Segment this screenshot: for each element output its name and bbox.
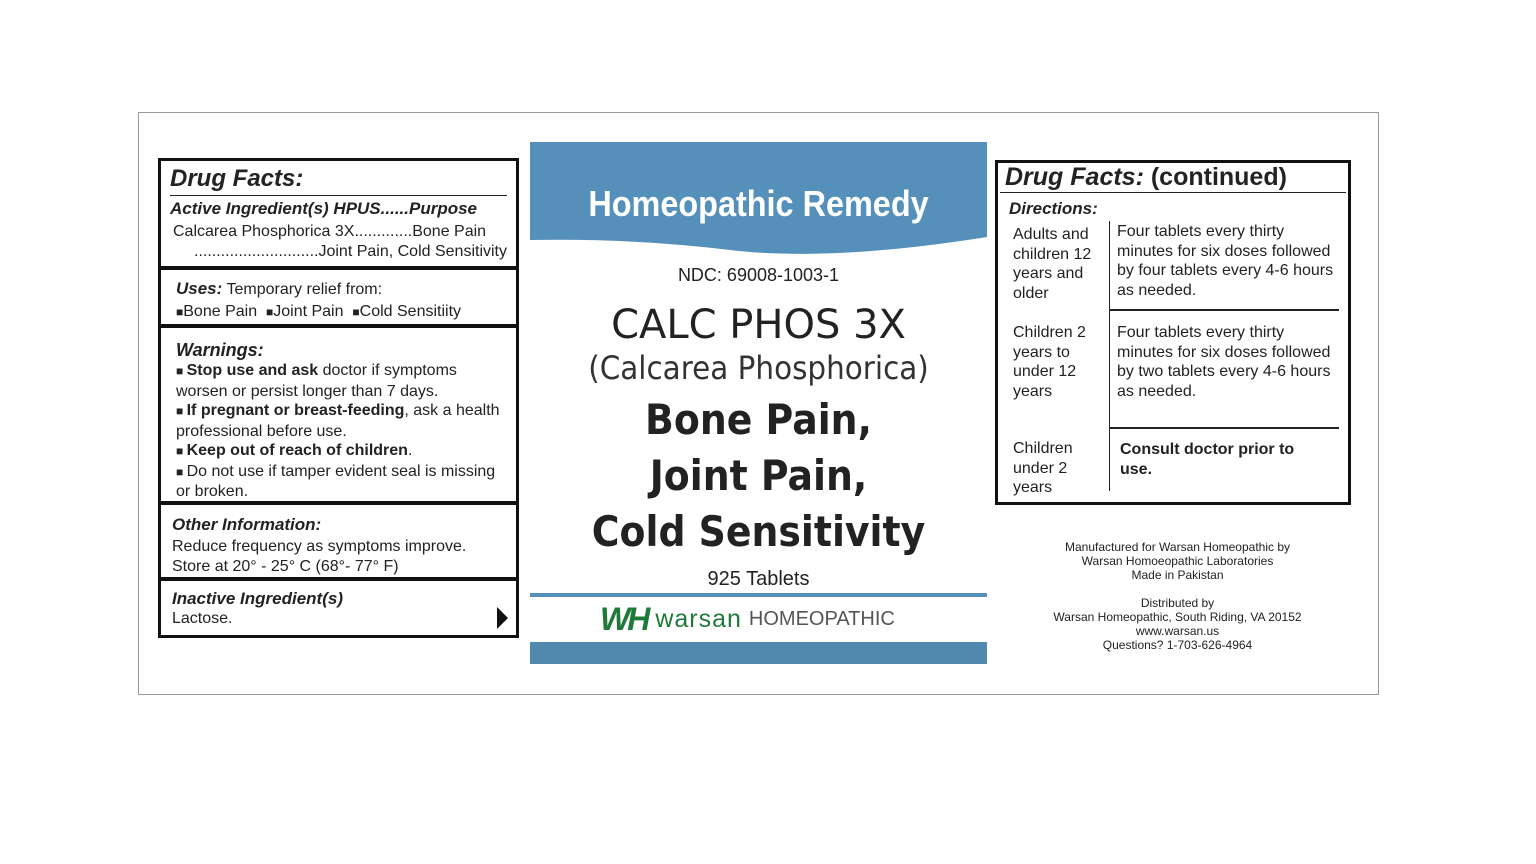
active-ingredient-header: Active Ingredient(s) HPUS......Purpose (170, 199, 478, 218)
indication: Joint Pain, (649, 451, 868, 500)
divider (1109, 221, 1110, 491)
ndc-number: NDC: 69008-1003-1 (677, 265, 840, 285)
bullet-icon: ■ (265, 304, 274, 319)
tablet-count: 925 Tablets (707, 568, 810, 590)
inactive-label: Inactive Ingredient(s) (172, 589, 343, 608)
brand-name: warsan (655, 604, 742, 633)
active-ingredient-purpose: ............................Joint Pain, Cold Sensitivity (194, 242, 507, 260)
uses-label: Uses: (176, 279, 223, 298)
drug-facts-box (158, 158, 519, 269)
warning-item: ■ Stop use and ask doctor if symptoms worsen or persist longer than 7 days. (176, 362, 457, 400)
warsan-logo (600, 602, 895, 636)
other-info-box (158, 502, 519, 580)
use-item: Joint Pain (273, 302, 344, 320)
warning-item: ■ Do not use if tamper evident seal is missing or broken. (176, 462, 496, 500)
inactive-box (158, 578, 519, 638)
divider (1109, 427, 1339, 429)
bottom-bar (530, 642, 987, 664)
manufacturer-info: Manufactured for Warsan Homeopathic by Warsan Homoeopathic Laboratories Made in Pakistan Distributed by Warsan Homeopathic, South Riding, VA 20152 www.warsan.us Questions? 1-703-626-4964 (1030, 540, 1325, 652)
direction-dose: Four tablets every thirty minutes for six doses followed by two tablets every 4-6 hours as needed. (1117, 324, 1331, 400)
warnings-box (158, 325, 519, 504)
uses-text: Temporary relief from: (226, 281, 383, 298)
warning-item: ■ Keep out of reach of children. (176, 442, 413, 459)
active-ingredient-line: Calcarea Phosphorica 3X.............Bone Pain (173, 223, 487, 240)
uses-box (158, 267, 519, 327)
drug-facts-title: Drug Facts: (170, 165, 507, 196)
product-name: CALC PHOS 3X (611, 302, 906, 348)
product-latin-name: (Calcarea Phosphorica) (588, 349, 929, 387)
wh-logo-mark: WH (600, 600, 648, 637)
indications (553, 392, 964, 560)
bullet-icon: ■ (176, 304, 184, 319)
indication: Cold Sensitivity (591, 507, 926, 556)
divider (1109, 309, 1339, 311)
warnings-label: Warnings: (176, 340, 264, 360)
triangle-arrow-icon (497, 607, 508, 629)
bullet-icon: ■ (352, 304, 360, 319)
directions-label: Directions: (1009, 199, 1098, 218)
direction-dose: Consult doctor prior to use. (1120, 441, 1295, 478)
inactive-value: Lactose. (172, 610, 233, 627)
continued-title: Drug Facts: (continued) (1000, 163, 1346, 193)
banner-title: Homeopathic Remedy (588, 183, 929, 224)
other-info-label: Other Information: (172, 515, 322, 534)
direction-age: Children 2 years to under 12 years (1013, 324, 1086, 400)
direction-age: Children under 2 years (1013, 440, 1073, 496)
website-link: www.warsan.us (1135, 624, 1220, 638)
divider (530, 593, 987, 597)
use-item: Bone Pain (183, 302, 258, 320)
brand-subtitle: HOMEOPATHIC (748, 607, 895, 630)
directions-box (995, 160, 1351, 505)
indication: Bone Pain, (645, 395, 872, 444)
other-info-line: Reduce frequency as symptoms improve. (172, 538, 467, 555)
direction-dose: Four tablets every thirty minutes for six doses followed by four tablets every 4-6 hours as needed. (1117, 223, 1334, 299)
warning-item: ■ If pregnant or breast-feeding, ask a health professional before use. (176, 402, 500, 440)
other-info-line: Store at 20° - 25° C (68°- 77° F) (172, 557, 399, 575)
use-item: Cold Sensitiity (359, 302, 462, 320)
direction-age: Adults and children 12 years and older (1013, 226, 1092, 302)
